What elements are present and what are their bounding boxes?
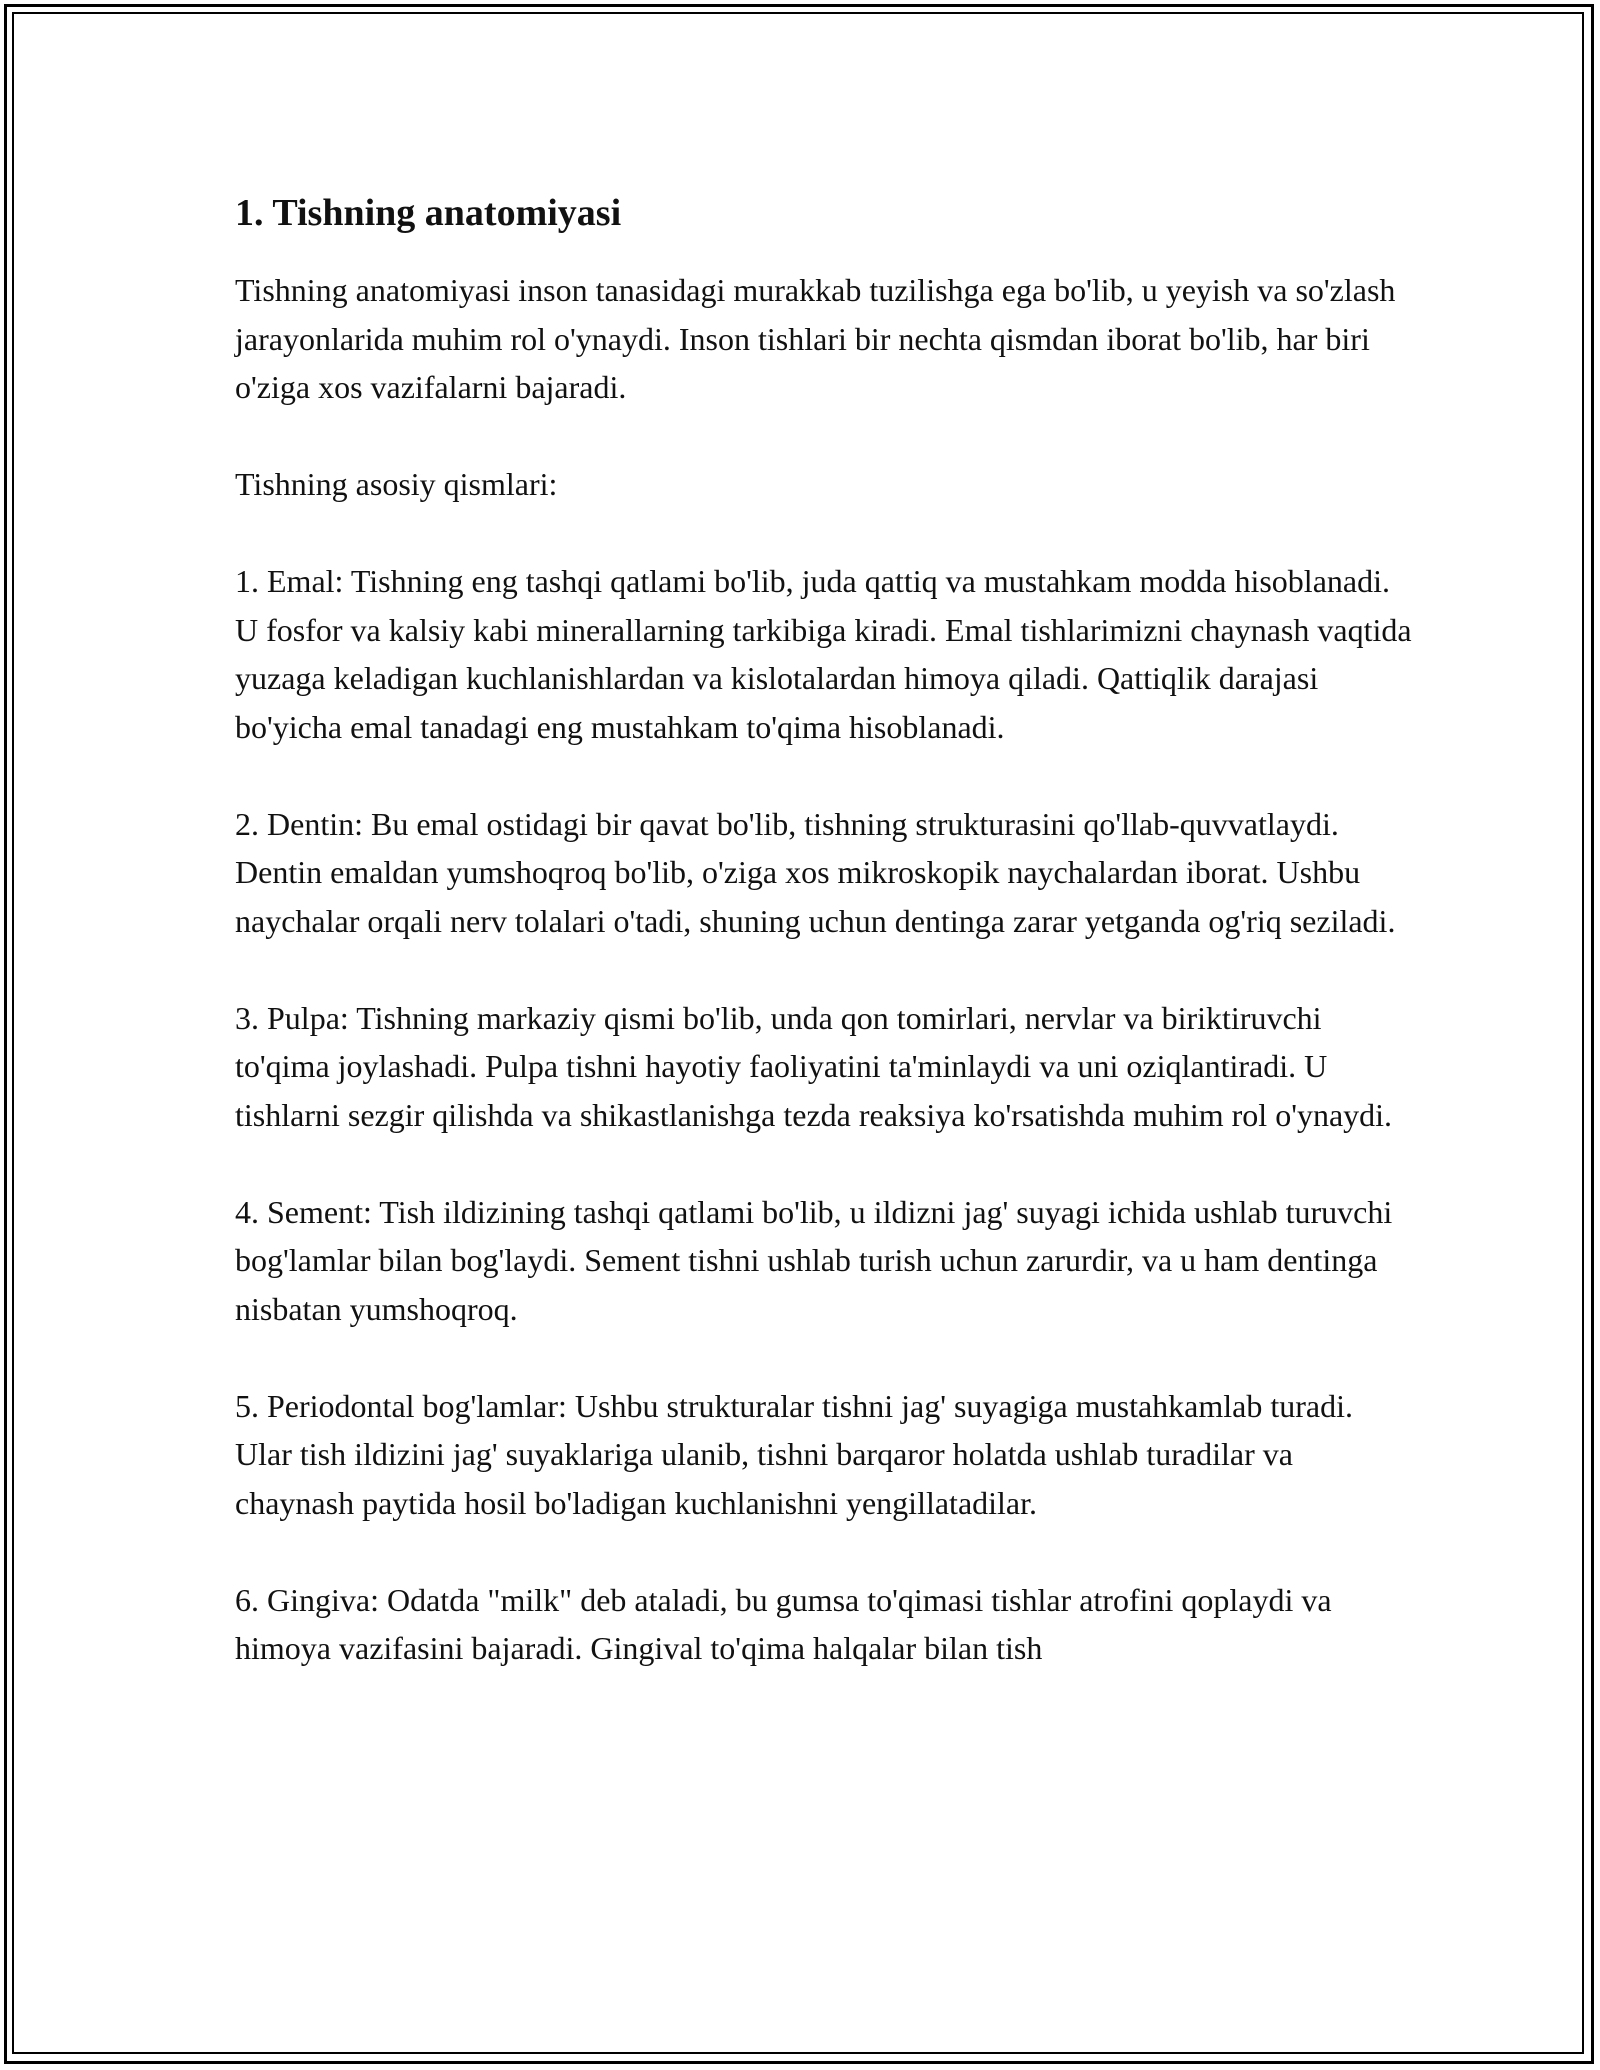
cement-paragraph: 4. Sement: Tish ildizining tashqi qatlami bo'lib, u ildizni jag' suyagi ichida ushlab turuvchi bog'lamlar bilan bog'laydi. Sement tishni ushlab turish uchun zarurdir, va u ham dentinga nisbatan yumshoqroq. [235,1193,1393,1327]
enamel-paragraph: 1. Emal: Tishning eng tashqi qatlami bo'lib, juda qattiq va mustahkam modda hisoblanadi. U fosfor va kalsiy kabi minerallarning tarkibiga kiradi. Emal tishlarimizni chaynash vaqtida yuzaga keladigan kuchlanishlardan va kislotalardan himoya qiladi. Qattiqlik darajasi bo'yicha emal tanadagi eng mustahkam to'qima hisoblanadi. [235,563,1412,745]
intro-paragraph: Tishning anatomiyasi inson tanasidagi murakkab tuzilishga ega bo'lib, u yeyish va so'zlash jarayonlarida muhim rol o'ynaydi. Inson tishlari bir nechta qismdan iborat bo'lib, har biri o'ziga xos vazifalarni bajaradi. [235,272,1396,405]
dentin-paragraph: 2. Dentin: Bu emal ostidagi bir qavat bo'lib, tishning strukturasini qo'llab-quvvatlaydi. Dentin emaldan yumshoqroq bo'lib, o'ziga xos mikroskopik naychalardan iborat. Ushbu naychalar orqali nerv tolalari o'tadi, shuning uchun dentinga zarar yetganda og'riq seziladi. [235,805,1396,939]
parts-intro-paragraph: Tishning asosiy qismlari: [235,466,558,502]
pulp-paragraph: 3. Pulpa: Tishning markaziy qismi bo'lib, unda qon tomirlari, nervlar va biriktiruvchi to'qima joylashadi. Pulpa tishni hayotiy faoliyatini ta'minlaydi va uni oziqlantiradi. U tishlarni sezgir qilishda va shikastlanishga tezda reaksiya ko'rsatishda muhim rol o'ynaydi. [235,999,1393,1133]
document-body [235,188,1415,1721]
periodontal-paragraph: 5. Periodontal bog'lamlar: Ushbu strukturalar tishni jag' suyagiga mustahkamlab turadi. Ular tish ildizini jag' suyaklariga ulanib, tishni barqaror holatda ushlab turadilar va chaynash paytida hosil bo'ladigan kuchlanishni yengillatadilar. [235,1387,1353,1521]
gingiva-paragraph: 6. Gingiva: Odatda "milk" deb ataladi, bu gumsa to'qimasi tishlar atrofini qoplaydi va himoya vazifasini bajaradi. Gingival to'qima halqalar bilan tish [235,1581,1332,1666]
section-heading: 1. Tishning anatomiyasi [235,192,622,234]
